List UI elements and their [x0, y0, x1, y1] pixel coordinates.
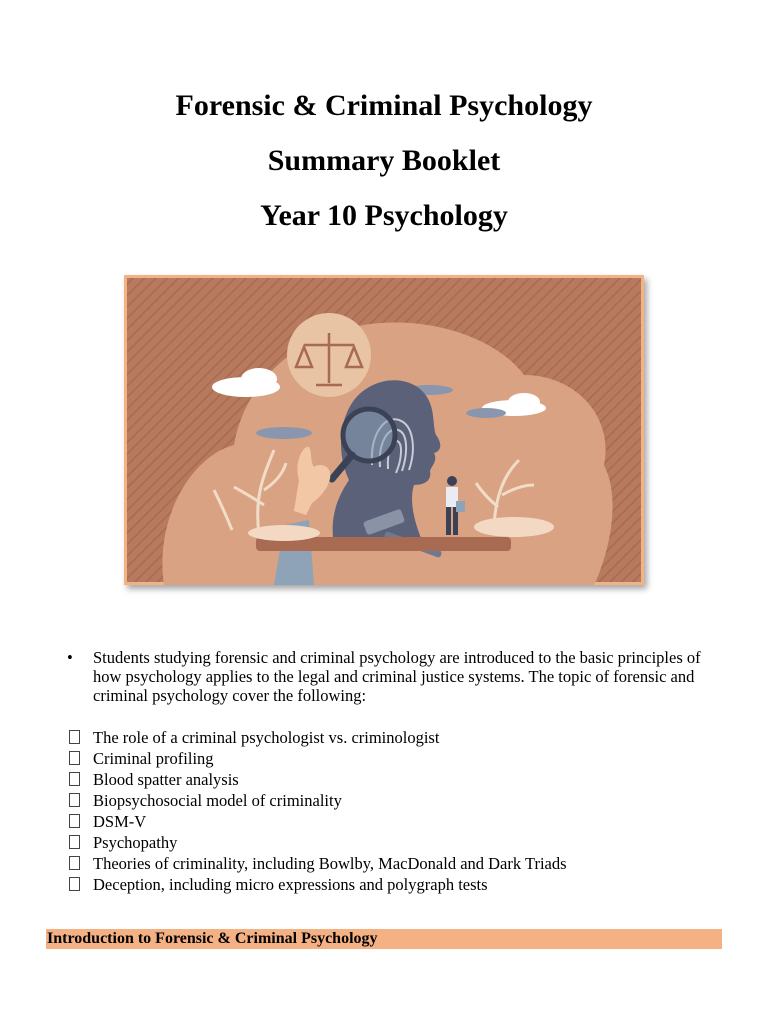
checklist-item	[69, 790, 709, 811]
checkbox-icon	[69, 730, 80, 744]
checklist-item	[69, 811, 709, 832]
checklist-item-label: Criminal profiling	[93, 749, 214, 768]
checklist-item-label: Blood spatter analysis	[93, 770, 239, 789]
checkbox-icon	[69, 793, 80, 807]
section-heading-bar	[46, 929, 722, 949]
checkbox-icon	[69, 877, 80, 891]
section-heading: Introduction to Forensic & Criminal Psychology	[47, 930, 378, 947]
checklist-item-label: DSM-V	[93, 812, 147, 831]
topics-checklist	[69, 727, 709, 895]
checklist-item	[69, 769, 709, 790]
checklist-item-label: Biopsychosocial model of criminality	[93, 791, 342, 810]
document-title: Forensic & Criminal Psychology	[175, 89, 593, 122]
checklist-item	[69, 874, 709, 895]
checklist-item	[69, 748, 709, 769]
checklist-item	[69, 727, 709, 748]
checkbox-icon	[69, 751, 80, 765]
checklist-item-label: Theories of criminality, including Bowlby, MacDonald and Dark Triads	[93, 854, 567, 873]
checkbox-icon	[69, 772, 80, 786]
checklist-item-label: The role of a criminal psychologist vs. criminologist	[93, 728, 440, 747]
intro-text: Students studying forensic and criminal psychology are introduced to the basic principles of how psychology applies to the legal and criminal justice systems. The topic of forensic and criminal psychology cover the following:	[93, 648, 701, 705]
checklist-item	[69, 832, 709, 853]
course-title: Year 10 Psychology	[260, 199, 508, 232]
checklist-item-label: Psychopathy	[93, 833, 178, 852]
checkbox-icon	[69, 814, 80, 828]
checkbox-icon	[69, 835, 80, 849]
cover-illustration	[124, 275, 644, 585]
bullet-icon: •	[67, 648, 73, 667]
document-subtitle: Summary Booklet	[267, 144, 501, 177]
title-block	[0, 78, 768, 243]
intro-paragraph	[67, 648, 707, 705]
checklist-item-label: Deception, including micro expressions and polygraph tests	[93, 875, 488, 894]
checkbox-icon	[69, 856, 80, 870]
checklist-item	[69, 853, 709, 874]
